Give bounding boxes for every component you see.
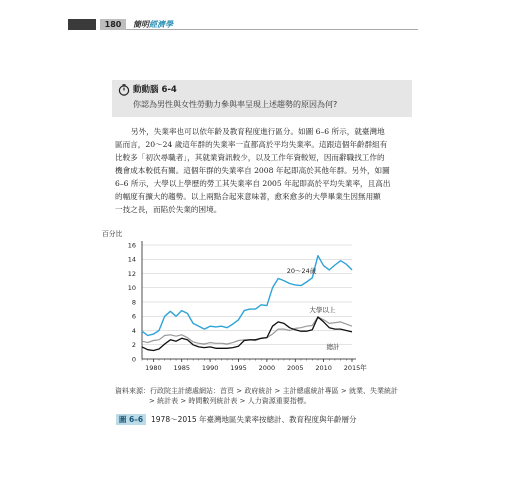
series-line-2 [142, 317, 352, 351]
figure-label: 圖 6–6 [116, 414, 146, 425]
paragraph-line: 一技之長，而陷於失業的困境。 [115, 205, 222, 214]
series-label: 大學以上 [309, 305, 336, 314]
y-tick-label: 16 [127, 241, 136, 250]
paragraph-line: 另外，失業率也可以依年齡及教育程度進行區分。如圖 6–6 所示，就臺灣地 [131, 127, 385, 136]
source-line: 資料來源：行政院主計總處網站：首頁 > 政府統計 > 主計總處統計專區 > 就業、失業統計 [115, 387, 398, 395]
paragraph-line: 的幅度有擴大的趨勢。以上兩點合起來意味著，愈來愈多的大學畢業生因無用顯 [115, 192, 381, 201]
x-tick-label: 1980 [145, 364, 162, 372]
page-number: 180 [100, 19, 126, 30]
x-tick-label: 2010 [315, 364, 332, 372]
y-tick-label: 14 [127, 255, 136, 264]
x-tick-label: 2005 [286, 364, 304, 372]
figure-caption-text: 1978～2015 年臺灣地區失業率按總計、教育程度與年齡層分 [151, 415, 357, 424]
x-tick-label: 2015 [343, 364, 361, 372]
x-tick-label: 2000 [258, 364, 276, 372]
timer-icon [118, 84, 130, 96]
series-label: 20～24歲 [286, 266, 317, 275]
y-tick-label: 8 [131, 298, 136, 307]
y-tick-label: 12 [127, 269, 136, 278]
page-header [0, 0, 520, 32]
x-tick-label: 1985 [173, 364, 191, 372]
unemployment-line-chart [100, 224, 370, 384]
data-source-note [115, 386, 415, 406]
header-dark-tab [68, 19, 96, 30]
x-tick-label: 1990 [201, 364, 219, 372]
series-line-0 [142, 256, 352, 336]
paragraph-line: 機會成本較低有關。這個年群的失業率自 2008 年起即高於其他年群。另外，如圖 [115, 166, 390, 175]
paragraph-line: 區而言，20～24 歲這年群的失業率一直都高於平均失業率。這跟這個年齡群組有 [115, 140, 388, 149]
y-tick-label: 10 [127, 284, 136, 293]
x-tick-label: 1995 [230, 364, 247, 372]
activity-question: 你認為男性與女性勞動力參與率呈現上述趨勢的原因為何? [133, 100, 338, 109]
y-tick-label: 0 [131, 355, 136, 364]
activity-title: 動動腦 6-4 [133, 85, 177, 95]
chart-grid [142, 245, 352, 359]
paragraph-line: 6–6 所示，大學以上學歷的勞工其失業率自 2005 年起即高於平均失業率，且高出 [115, 179, 391, 188]
y-tick-label: 4 [131, 326, 136, 335]
activity-box [112, 80, 412, 117]
y-tick-label: 2 [131, 341, 136, 350]
x-axis-title: 年 [360, 364, 367, 372]
series-label: 總計 [326, 343, 340, 352]
body-paragraph [115, 125, 412, 216]
y-axis-title: 百分比 [102, 230, 123, 238]
source-line: > 統計表 > 時間數列統計表 > 人力資源重要指標。 [149, 397, 311, 405]
book-title: 簡明經濟學 [133, 19, 173, 29]
paragraph-line: 比較多「初次尋職者」，其就業資訊較少，以及工作年資較短，因而辭職找工作的 [115, 153, 385, 162]
chart-series [142, 256, 352, 351]
y-tick-label: 6 [131, 312, 136, 321]
